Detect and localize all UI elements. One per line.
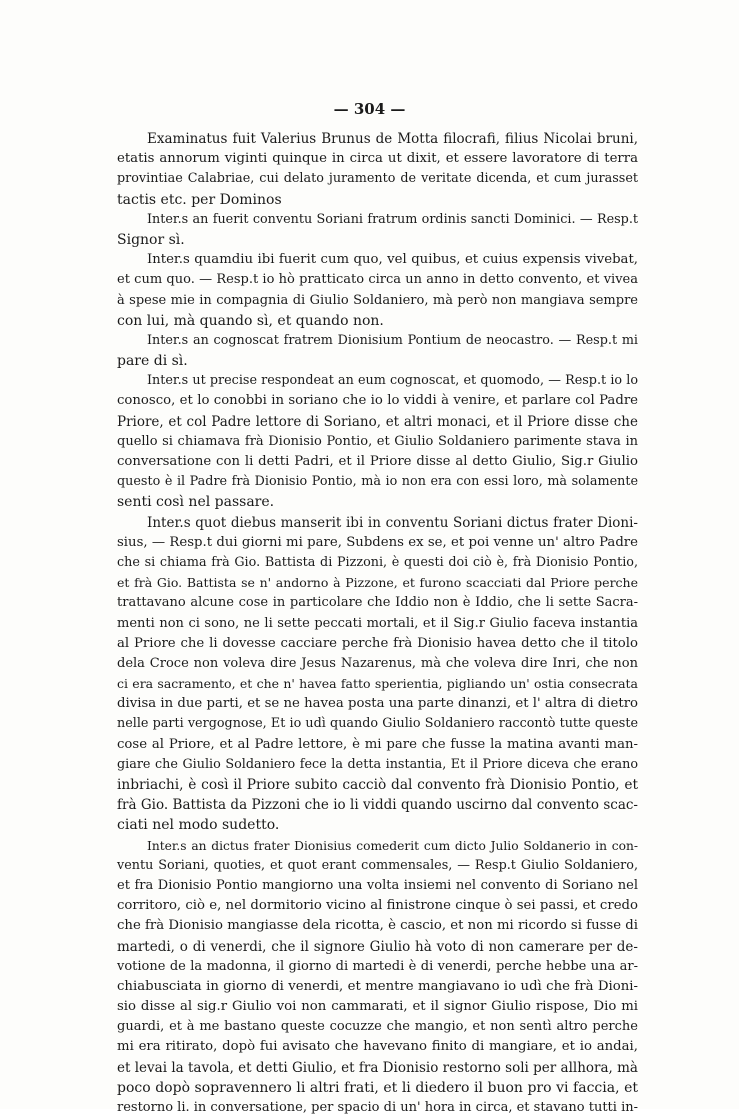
- text-line: con lui, mà quando sì, et quando non.: [117, 312, 384, 329]
- text-line: giare che Giulio Soldaniero fece la detta instantia, Et il Priore diceva che erano: [117, 756, 638, 772]
- text-line: guardi, et à me bastano queste cocuzze che mangio, et non sentì altro perche: [117, 1019, 638, 1035]
- text-line: sio disse al sig.r Giulio voi non cammarati, et il signor Giulio rispose, Dio mi: [117, 999, 638, 1015]
- text-line: poco dopò sopravennero li altri frati, et li diedero il buon pro vi faccia, et: [117, 1079, 638, 1096]
- text-line: frà Gio. Battista da Pizzoni che io li viddi quando uscirno dal convento scac-: [117, 797, 638, 814]
- text-line: Signor sì.: [117, 231, 185, 248]
- text-line: Examinatus fuit Valerius Brunus de Motta filocrafi, filius Nicolai bruni,: [147, 131, 638, 147]
- text-line: menti non ci sono, ne li sette peccati mortali, et il Sig.r Giulio faceva instantia: [117, 615, 638, 631]
- text-line: tactis etc. per Dominos: [117, 191, 282, 208]
- text-line: mi era ritirato, dopò fui avisato che havevano finito di mangiare, et io andai,: [117, 1039, 638, 1055]
- text-line: restorno li. in conversatione, per spacio di un' hora in circa, et stavano tutti in-: [117, 1100, 638, 1115]
- text-line: et levai la tavola, et detti Giulio, et fra Dionisio restorno soli per allhora, mà: [117, 1059, 638, 1076]
- text-line: divisa in due parti, et se ne havea posta una parte dinanzi, et l' altra di dietro: [117, 696, 638, 712]
- text-line: et frà Gio. Battista se n' andorno à Pizzone, et furono scacciati dal Priore perche: [117, 575, 638, 591]
- text-line: senti così nel passare.: [117, 494, 275, 511]
- text-line: chiabusciata in giorno di venerdi, et mentre mangiavano io udì che frà Dioni-: [117, 978, 638, 994]
- page-number: — 304 —: [333, 100, 406, 118]
- text-line: etatis annorum viginti quinque in circa ut dixit, et essere lavoratore di terra: [117, 151, 638, 167]
- text-line: Inter.s quot diebus manserit ibi in conventu Soriani dictus frater Dioni-: [147, 514, 638, 531]
- text-line: provintiae Calabriae, cui delato juramento de veritate dicenda, et cum jurasset: [117, 171, 638, 187]
- text-line: martedi, o di venerdi, che il signore Giulio hà voto di non camerare per de-: [117, 938, 638, 955]
- text-line: Inter.s an fuerit conventu Soriani fratrum ordinis sancti Dominici. — Resp.t: [147, 211, 638, 227]
- text-line: conosco, et lo conobbi in soriano che io lo viddi à venire, et parlare col Padre: [117, 393, 638, 409]
- text-line: Inter.s an dictus frater Dionisius comederit cum dicto Julio Soldanerio in con-: [147, 838, 638, 853]
- text-line: inbriachi, è così il Priore subito cacciò dal convento frà Dionisio Pontio, et: [117, 777, 638, 793]
- text-line: nelle parti vergognose, Et io udì quando Giulio Soldaniero raccontò tutte queste: [117, 716, 638, 732]
- text-line: ciati nel modo sudetto.: [117, 817, 280, 834]
- text-line: et cum quo. — Resp.t io hò pratticato circa un anno in detto convento, et vivea: [117, 272, 638, 288]
- text-line: et fra Dionisio Pontio mangiorno una volta insiemi nel convento di Soriano nel: [117, 877, 638, 893]
- text-line: al Priore che li dovesse cacciare perche frà Dionisio havea detto che il titolo: [117, 635, 638, 651]
- text-line: à spese mie in compagnia di Giulio Soldaniero, mà però non mangiava sempre: [117, 292, 638, 308]
- text-line: questo è il Padre frà Dionisio Pontio, mà io non era con essi loro, mà solamente: [117, 474, 638, 490]
- text-line: sius, — Resp.t dui giorni mi pare, Subdens ex se, et poi venne un' altro Padre: [117, 534, 638, 550]
- text-line: pare di sì.: [117, 353, 188, 370]
- text-line: che si chiama frà Gio. Battista di Pizzoni, è questi doi ciò è, frà Dionisio Pontio,: [117, 554, 638, 570]
- text-line: Inter.s ut precise respondeat an eum cognoscat, et quomodo, — Resp.t io lo: [147, 373, 638, 389]
- text-line: che frà Dionisio mangiasse dela ricotta, è cascio, et non mi ricordo si fusse di: [117, 918, 638, 934]
- body-text: [117, 129, 638, 1118]
- text-line: Inter.s quamdiu ibi fuerit cum quo, vel quibus, et cuius expensis vivebat,: [147, 252, 638, 268]
- text-line: Priore, et col Padre lettore di Soriano, et altri monaci, et il Priore disse che: [117, 413, 638, 430]
- text-line: Inter.s an cognoscat fratrem Dionisium Pontium de neocastro. — Resp.t mi: [147, 332, 638, 348]
- text-line: votione de la madonna, il giorno di martedi è di venerdi, perche hebbe una ar-: [117, 958, 638, 974]
- text-line: ci era sacramento, et che n' havea fatto sperientia, pigliando un' ostia consecrata: [117, 676, 638, 692]
- text-line: cose al Priore, et al Padre lettore, è mi pare che fusse la matina avanti man-: [117, 736, 638, 752]
- text-line: ventu Soriani, quoties, et quot erant commensales, — Resp.t Giulio Soldaniero,: [117, 857, 638, 873]
- text-line: dela Croce non voleva dire Jesus Nazarenus, mà che voleva dire Inri, che non: [117, 655, 638, 671]
- text-line: corritoro, ciò e, nel dormitorio vicino al finistrone cinque ò sei passi, et credo: [117, 898, 638, 914]
- text-line: trattavano alcune cose in particolare che Iddio non è Iddio, che li sette Sacra-: [117, 595, 638, 611]
- text-line: quello si chiamava frà Dionisio Pontio, et Giulio Soldaniero parimente stava in: [117, 433, 638, 449]
- text-line: conversatione con li detti Padri, et il Priore disse al detto Giulio, Sig.r Giulio: [117, 454, 638, 469]
